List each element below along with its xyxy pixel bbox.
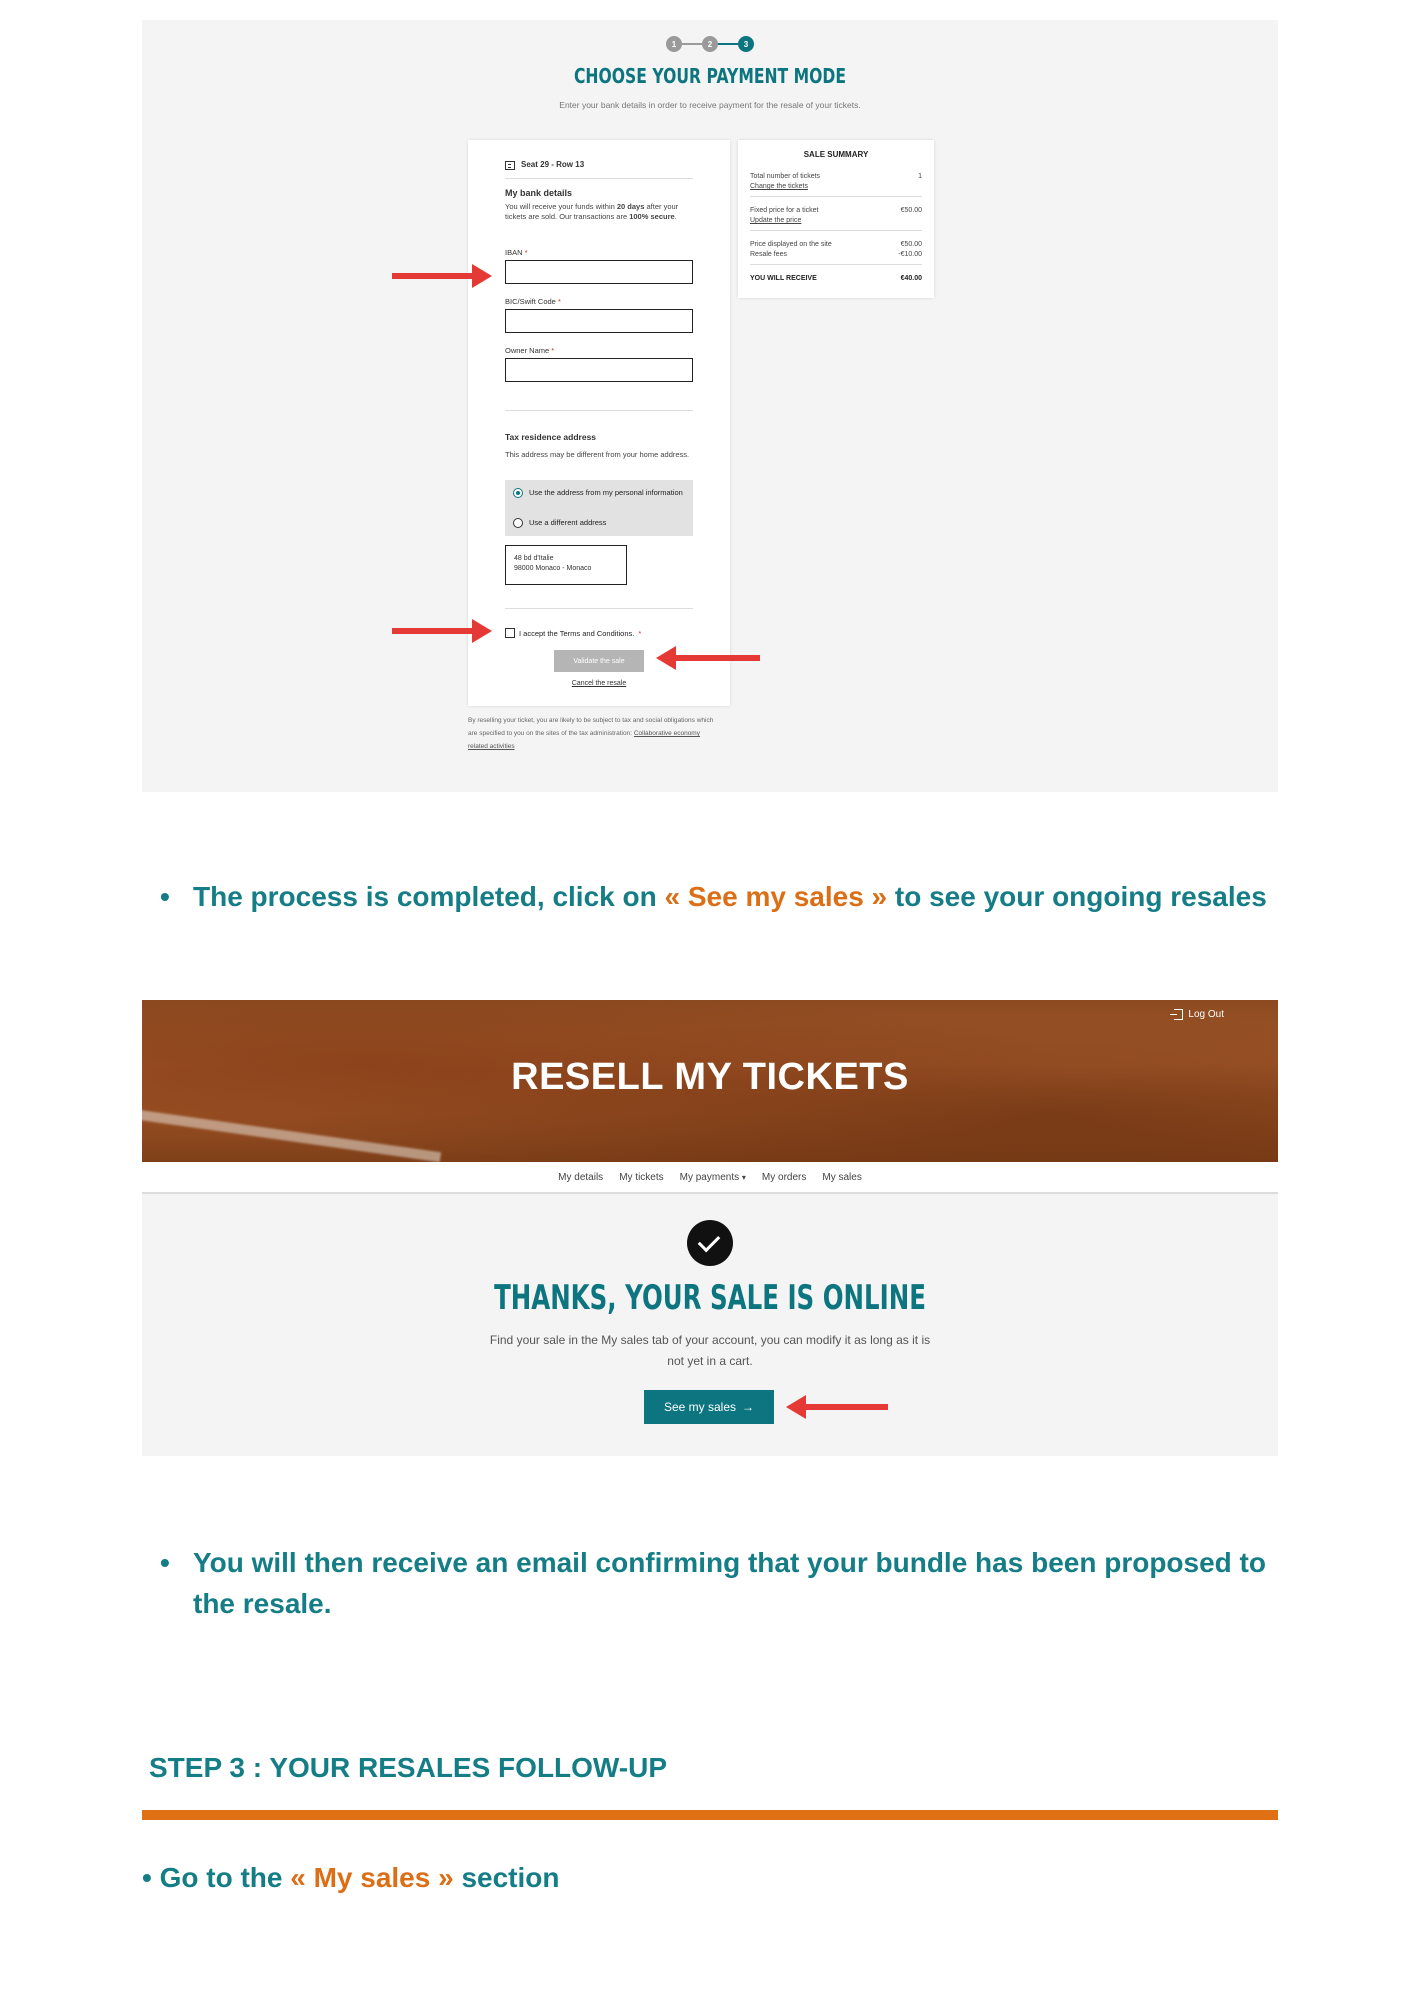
see-my-sales-button[interactable]: See my sales → [644, 1390, 774, 1424]
bank-details-title: My bank details [505, 188, 573, 198]
bank-details-card [468, 140, 730, 706]
radio-unselected-icon[interactable] [513, 518, 523, 528]
update-price-link[interactable]: Update the price [750, 217, 802, 224]
step-3-heading: STEP 3 : YOUR RESALES FOLLOW-UP [149, 1752, 668, 1783]
arrow-pointing-validate-icon [656, 646, 760, 670]
payment-subtitle: Enter your bank details in order to receive payment for the resale of your tickets. [559, 100, 861, 110]
arrow-pointing-see-sales-icon [786, 1395, 888, 1419]
step-3-indicator: 3 [738, 36, 754, 52]
instruction-bullet-email: • You will then receive an email confirming that your bundle has been proposed to the resale. [160, 1542, 1280, 1624]
thanks-description: Find your sale in the My sales tab of your account, you can modify it as long as it is not yet in a cart. [489, 1333, 931, 1368]
tax-residence-title: Tax residence address [505, 432, 597, 442]
tax-legal-note: By reselling your ticket, you are likely to be subject to tax and social obligations which are specified to you on the sites of the tax administration: Collaborative economy related activities [468, 717, 714, 750]
arrow-pointing-terms-icon [392, 619, 492, 643]
resale-fees-row: Resale fees -€10.00 [750, 251, 922, 258]
fixed-price-row: Fixed price for a ticket €50.00 [750, 207, 922, 214]
validate-sale-button[interactable]: Validate the sale [554, 650, 644, 672]
collaborative-economy-link[interactable]: Collaborative economy related activities [468, 730, 700, 750]
iban-input[interactable] [505, 260, 693, 284]
payment-mode-screenshot [142, 20, 1278, 792]
logout-link[interactable]: Log Out [1174, 1009, 1224, 1020]
radio-personal-address[interactable]: Use the address from my personal information [513, 488, 683, 498]
arrow-right-icon: → [742, 1400, 755, 1414]
hero-banner [142, 1000, 1278, 1162]
address-display: 48 bd d'Italie 98000 Monaco - Monaco [505, 545, 627, 585]
nav-my-sales[interactable]: My sales [822, 1171, 862, 1183]
success-check-icon [687, 1220, 733, 1266]
go-to-my-sales-instruction: • Go to the « My sales » section [142, 1862, 560, 1893]
nav-my-details[interactable]: My details [558, 1171, 604, 1183]
terms-checkbox[interactable] [505, 628, 515, 638]
seat-row [505, 160, 693, 179]
change-tickets-link[interactable]: Change the tickets [750, 183, 808, 190]
owner-name-label: Owner Name * [505, 346, 555, 355]
nav-my-payments[interactable]: My payments ▾ [679, 1171, 746, 1183]
payment-title: CHOOSE YOUR PAYMENT MODE [573, 64, 847, 88]
sale-online-screenshot [142, 1000, 1278, 1456]
section-divider [142, 1810, 1278, 1820]
seat-icon [505, 161, 515, 170]
bank-details-description: You will receive your funds within 20 days after your tickets are sold. Our transactions are 100% secure. [505, 202, 679, 221]
cancel-resale-link[interactable]: Cancel the resale [571, 680, 627, 687]
step-2-indicator: 2 [702, 36, 718, 52]
instruction-bullet-see-sales: • The process is completed, click on « See my sales » to see your ongoing resales [160, 876, 1280, 917]
step-1-indicator: 1 [666, 36, 682, 52]
nav-my-tickets[interactable]: My tickets [619, 1171, 664, 1183]
total-tickets-row: Total number of tickets 1 [750, 173, 922, 180]
terms-checkbox-row[interactable]: I accept the Terms and Conditions. * [505, 628, 641, 638]
chevron-down-icon: ▾ [741, 1172, 746, 1182]
sale-summary-title: SALE SUMMARY [803, 150, 869, 159]
logout-icon [1174, 1009, 1183, 1020]
nav-my-orders[interactable]: My orders [761, 1171, 807, 1183]
seat-label: Seat 29 - Row 13 [521, 160, 585, 169]
account-nav [142, 1162, 1278, 1194]
owner-name-input[interactable] [505, 358, 693, 382]
thanks-title: THANKS, YOUR SALE IS ONLINE [494, 1278, 926, 1318]
arrow-pointing-iban-icon [392, 264, 492, 288]
address-options [505, 480, 693, 536]
hero-title: RESELL MY TICKETS [511, 1056, 909, 1098]
progress-stepper [142, 36, 1278, 52]
you-will-receive-row: YOU WILL RECEIVE €40.00 [750, 275, 922, 282]
sale-summary-card [738, 140, 934, 298]
radio-different-address[interactable]: Use a different address [513, 518, 683, 528]
bic-input[interactable] [505, 309, 693, 333]
iban-label: IBAN * [505, 248, 528, 257]
tax-residence-description: This address may be different from your home address. [505, 450, 690, 459]
bic-label: BIC/Swift Code * [505, 297, 561, 306]
radio-selected-icon[interactable] [513, 488, 523, 498]
price-displayed-row: Price displayed on the site €50.00 [750, 241, 922, 248]
